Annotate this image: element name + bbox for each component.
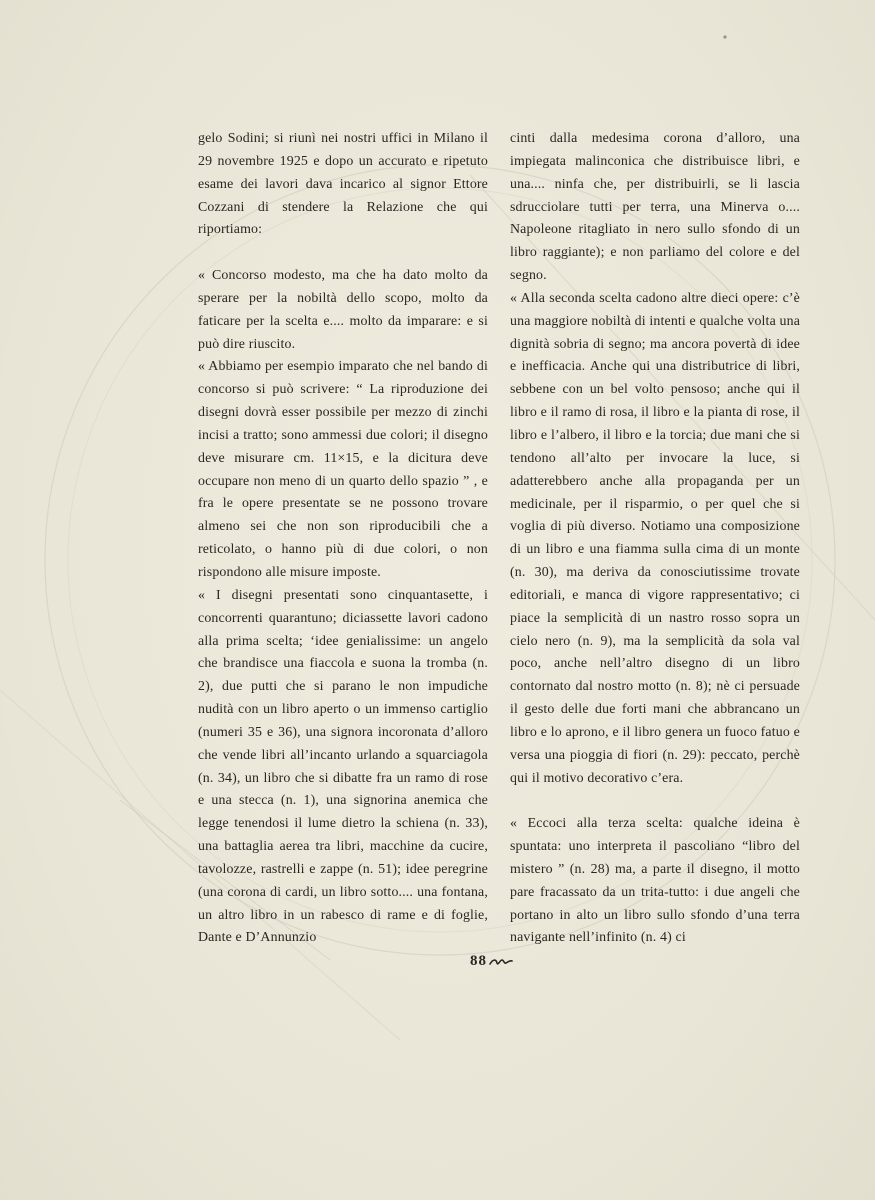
paragraph: gelo Sodini; si riunì nei nostri uffici in Milano il 29 novembre 1925 e dopo un accurato e ripetuto esame dei lavori dava incarico al signor Ettore Cozzani di stendere la Relazione che qui riportiamo: bbox=[198, 131, 488, 238]
paragraph: « Eccoci alla terza scelta: qualche ideina è spuntata: uno interpreta il pascoliano “libro del mistero ” (n. 28) ma, a parte il disegno, il motto pare fracassato da un trita-tutto: i due angeli che portano in alto un libro sullo sfondo d’una terra navigante nell’infinito (n. 4) ci bbox=[510, 816, 800, 946]
page-number bbox=[470, 953, 513, 970]
paragraph: « Alla seconda scelta cadono altre dieci opere: c’è una maggiore nobiltà di intenti e qualche volta una dignità sobria di segno; ma ancora povertà di idee e inefficacia. Anche qui una distributrice di libri, sebbene con un bel volto pensoso; anche qui il libro e il ramo di rosa, il libro e la pianta di rose, il libro e l’albero, il libro e la torcia; due mani che si tendono all’alto per invocare la luce, si adatterebbero anche alla propaganda per un medicinale, per il risparmio, o per quel che si voglia di più diverso. Notiamo una composizione di un libro e una fiamma sulla cima di un monte (n. 30), ma deriva da conosciutissime trovate editoriali, e manca di vigore rappresentativo; ci piace la semplicità di un nastro rosso sopra un cielo nero (n. 9), ma la semplicità da sola val poco, anche nell’altro disegno di un libro contornato dal nostro motto (n. 8); nè ci persuade il gesto delle due forti mani che abbrancano un libro e lo aprono, e il libro genera un fuoco fatuo e versa una pioggia di fiori (n. 29): peccato, perchè qui il motivo decorativo c’era. bbox=[510, 290, 801, 786]
paragraph: « I disegni presentati sono cinquantasette, i concorrenti quarantuno; diciassette lavori cadono alla prima scelta; ‘idee genialissime: un angelo che brandisce una fiaccola e suona la tromba (n. 2), due putti che si parano le non impudiche nudità con un libro aperto o un immenso cartiglio (numeri 35 e 36), una signora incoronata d’alloro che vende libri all’incanto urlando a squarciagola (n. 34), un libro che si dibatte fra un ramo di rose e una stecca (n. 1), una signorina anemica che legge tenendosi il lume dietro la schiena (n. 33), una battaglia aerea tra libri, macchine da cucire, tavolozze, rastrelli e zappe (n. 51); idee peregrine (una corona di cardi, un libro sotto.... una fontana, un altro libro in un rabesco di rame e di foglie, Dante e D’Annunzio bbox=[198, 587, 488, 946]
paragraph: cinti dalla medesima corona d’alloro, una impiegata malinconica che distribuisce libri, e una.... ninfa che, per distribuirli, se li lascia sdrucciolare tutti per terra, una Minerva o.... Napoleone ritagliato in nero sullo sfondo di un libro raggiante); e non parliamo del colore e del segno. bbox=[510, 131, 800, 284]
left-text-column bbox=[198, 128, 488, 950]
right-text-column bbox=[510, 128, 800, 950]
swash-ornament-icon bbox=[489, 957, 513, 967]
paragraph: « Abbiamo per esempio imparato che nel bando di concorso si può scrivere: “ La riproduzione dei disegni dovrà esser possibile per mezzo di zinchi incisi a tratto; sono ammessi due colori; il disegno deve misurare cm. 11×15, e la dicitura deve occupare non meno di un quarto dello spazio ” , e fra le opere presentate se ne possono trovare almeno sei che non son riproducibili che a reticolato, o hanno più di due colori, o non rispondono alle misure imposte. bbox=[198, 359, 488, 580]
page-number-text: 88 bbox=[470, 953, 487, 969]
paragraph: « Concorso modesto, ma che ha dato molto da sperare per la nobiltà dello scopo, molto da faticare per la scelta e.... molto da imparare: e si può dire riuscito. bbox=[198, 268, 488, 352]
